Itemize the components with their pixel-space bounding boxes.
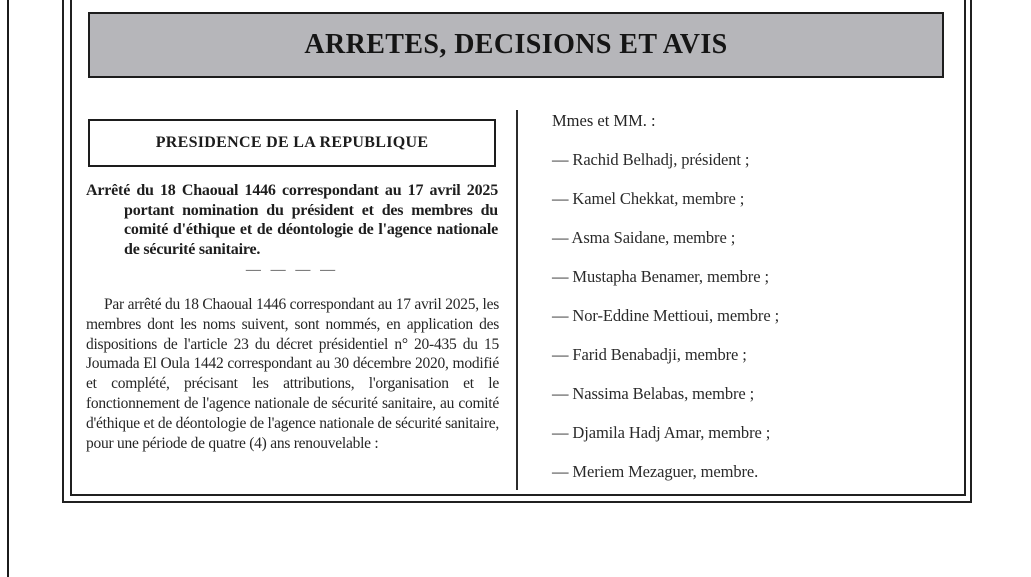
member-item: — Djamila Hadj Amar, membre ; (552, 423, 771, 442)
presidence-title: PRESIDENCE DE LA REPUBLIQUE (155, 134, 429, 151)
presidence-box (88, 119, 496, 167)
article-body: Par arrêté du 18 Chaoual 1446 correspondant au 17 avril 2025, les membres dont les noms suivent, sont nommés, en application des dispositions de l'article 23 du décret présidentiel n° 20-435 du 15 Joumada El Oula 1442 correspondant au 30 décembre 2020, modifié et complété, précisant les attributions, l'organisation et le fonctionnement de l'agence nationale de sécurité sanitaire, au comité d'éthique et de déontologie de l'agence nationale de sécurité sanitaire, pour une période de quatre (4) ans renouvelable : (86, 296, 499, 452)
frame-left-outer-line (62, 0, 64, 503)
frame-bottom-outer-line (62, 501, 972, 503)
left-page-edge-rule (7, 0, 9, 577)
frame-left-inner-line (70, 0, 72, 496)
member-item: — Nor-Eddine Mettioui, membre ; (552, 306, 780, 325)
section-banner (88, 12, 944, 78)
dash-separator: — — — — (245, 262, 339, 278)
column-divider (516, 110, 518, 490)
member-item: — Nassima Belabas, membre ; (552, 384, 755, 403)
member-item: — Rachid Belhadj, président ; (552, 150, 750, 169)
member-item: — Asma Saidane, membre ; (552, 228, 736, 247)
member-item: — Meriem Mezaguer, membre. (552, 462, 759, 481)
member-item: — Kamel Chekkat, membre ; (552, 189, 745, 208)
member-item: — Mustapha Benamer, membre ; (552, 267, 769, 286)
article-title: Arrêté du 18 Chaoual 1446 correspondant au 17 avril 2025 portant nomination du président et des membres du comité d'éthique et de déontologie de l'agence nationale de sécurité sanitaire. (86, 182, 498, 258)
member-item: — Farid Benabadji, membre ; (552, 345, 747, 364)
frame-right-inner-line (964, 0, 966, 496)
members-list (552, 150, 952, 501)
members-intro: Mmes et MM. : (552, 111, 656, 130)
section-banner-title: ARRETES, DECISIONS ET AVIS (304, 29, 728, 60)
frame-right-outer-line (970, 0, 972, 503)
